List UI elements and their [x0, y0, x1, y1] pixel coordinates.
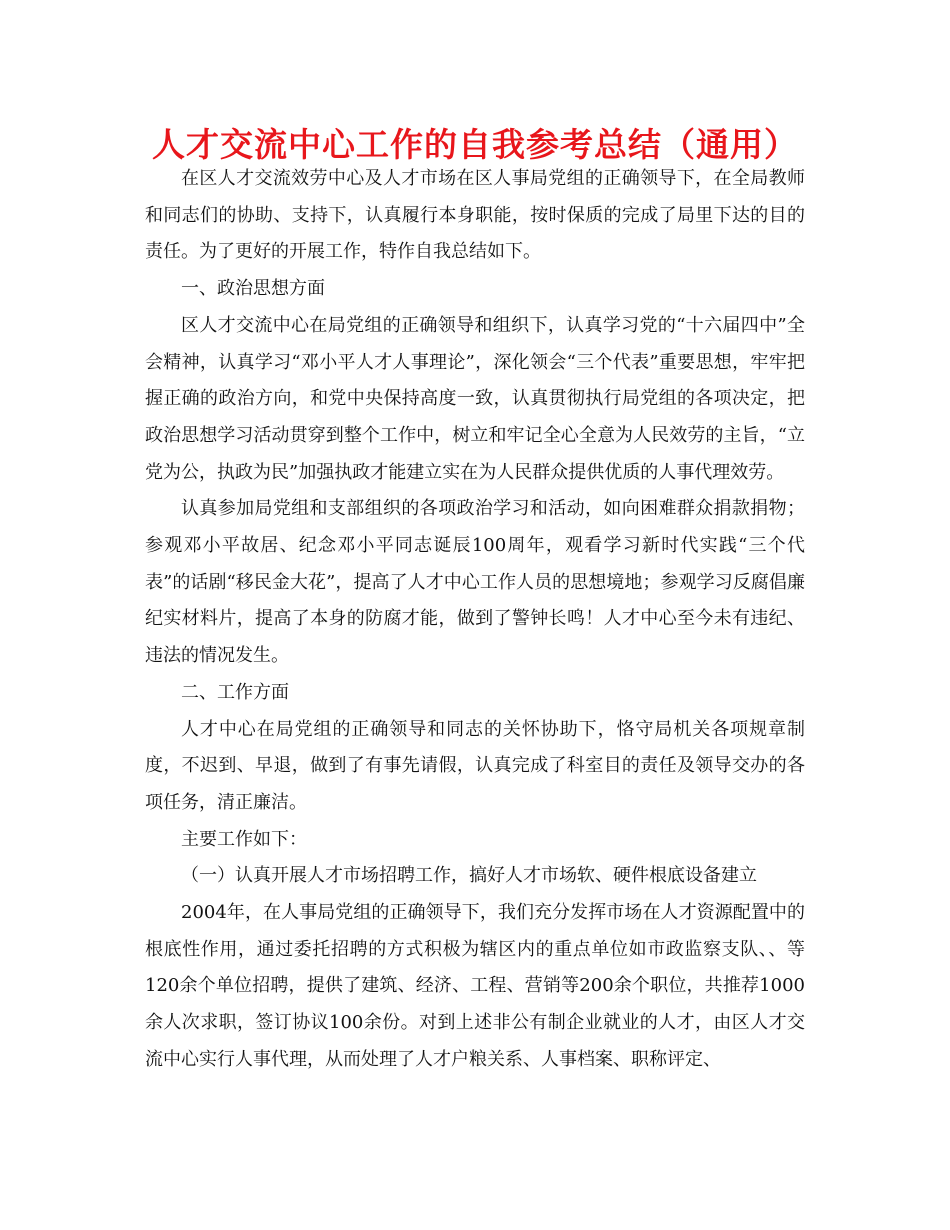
section-heading-politics: 一、政治思想方面 — [181, 278, 325, 300]
intro-paragraph: 在区人才交流效劳中心及人才市场在区人事局党组的正确领导下，在全局教师和同志们的协助、支持下，认真履行本身职能，按时保质的完成了局里下达的目的责任。为了更好的开展工作，特作自我总结如下。 — [145, 168, 805, 263]
work-paragraph: 人才中心在局党组的正确领导和同志的关怀协助下，恪守局机关各项规章制度，不迟到、早退，做到了有事先请假，认真完成了科室目的责任及领导交办的各项任务，清正廉洁。 — [145, 718, 805, 813]
recruitment-paragraph: 2004年，在人事局党组的正确领导下，我们充分发挥市场在人才资源配置中的根底性作用，通过委托招聘的方式积极为辖区内的重点单位如市政监察支队、、等120余个单位招聘，提供了建筑、经济、工程、营销等200余个职位，共推荐1000余人次求职，签订协议100余份。对到上述非公有制企业就业的人才，由区人才交流中心实行人事代理，从而处理了人才户粮关系、人事档案、职称评定、 — [145, 902, 805, 1070]
section-heading-work: 二、工作方面 — [181, 681, 289, 703]
document-title: 人才交流中心工作的自我参考总结（通用） — [152, 125, 798, 164]
politics-paragraph: 区人才交流中心在局党组的正确领导和组织下，认真学习党的“十六届四中”全会精神，认真学习“邓小平人才人事理论”，深化领会“三个代表”重要思想，牢牢把握正确的政治方向，和党中央保持高度一致，认真贯彻执行局党组的各项决定，把政治思想学习活动贯穿到整个工作中，树立和牢记全心全意为人民效劳的主旨，“立党为公，执政为民”加强执政才能建立实在为人民群众提供优质的人事代理效劳。 — [145, 314, 805, 483]
subsection-heading-recruitment: （一）认真开展人才市场招聘工作，搞好人才市场软、硬件根底设备建立 — [181, 865, 757, 887]
document-body — [145, 161, 805, 1079]
main-work-label: 主要工作如下： — [181, 828, 307, 850]
activities-paragraph: 认真参加局党组和支部组织的各项政治学习和活动，如向困难群众捐款捐物；参观邓小平故居、纪念邓小平同志诞辰100周年，观看学习新时代实践“三个代表”的话剧“移民金大花”，提高了人才中心工作人员的思想境地；参观学习反腐倡廉纪实材料片，提高了本身的防腐才能，做到了警钟长鸣！人才中心至今未有违纪、违法的情况发生。 — [145, 498, 805, 667]
